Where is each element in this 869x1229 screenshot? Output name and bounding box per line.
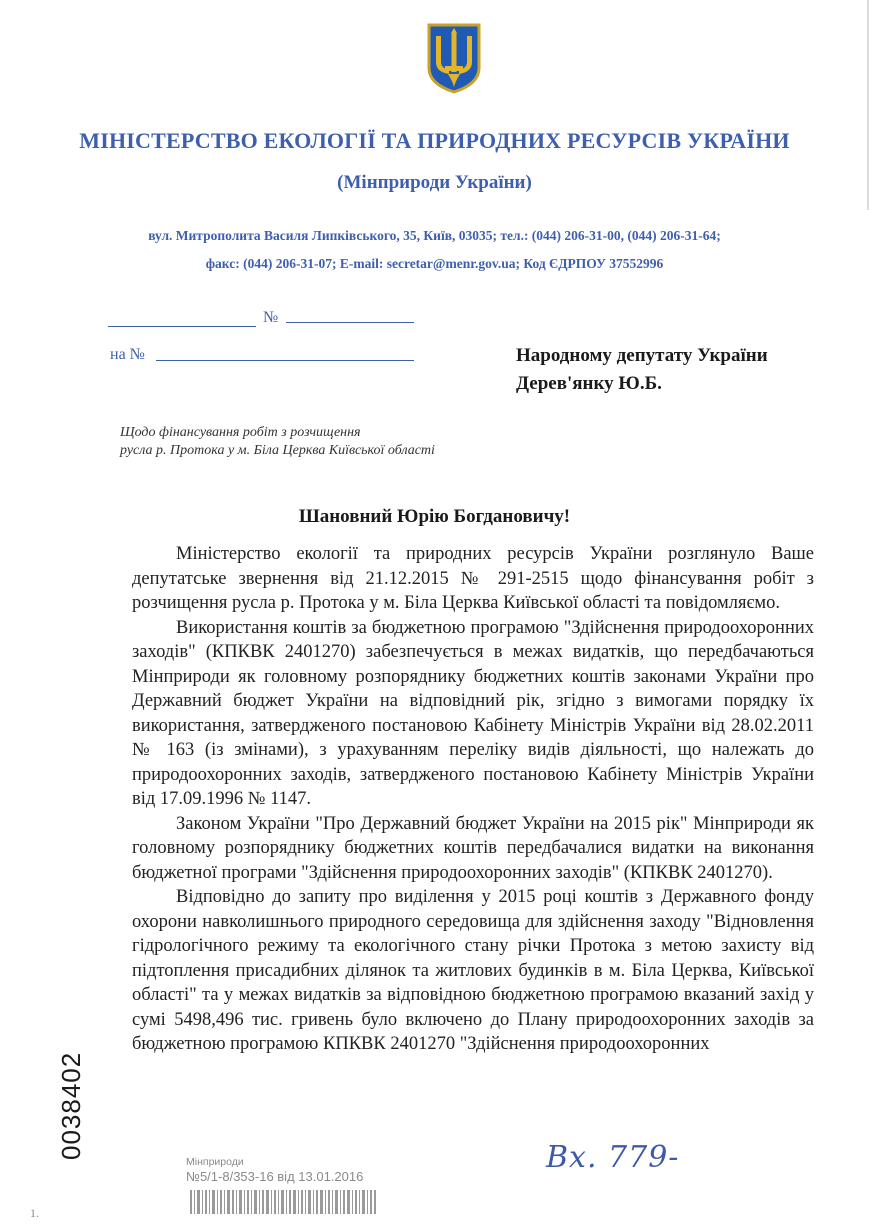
corner-mark: 1. [30,1206,39,1220]
handwritten-incoming-number: Вх. 779- [546,1140,680,1175]
outgoing-number-label: № [263,309,279,326]
ministry-name: МІНІСТЕРСТВО ЕКОЛОГІЇ ТА ПРИРОДНИХ РЕСУРСІВ УКРАЇНИ [79,128,790,153]
barcode-icon [190,1190,376,1214]
body-paragraph-3: Законом України "Про Державний бюджет України на 2015 рік" Мінприроди як головному розпоряднику бюджетних коштів передбачалися видатки на виконання бюджетної програми "Здійснення природоохоронних заходів" (КПКВК 2401270). [132,813,814,883]
reply-to-label: на № [110,346,145,363]
registration-stamp [186,1156,363,1184]
body-paragraph-4: Відповідно до запиту про виділення у 2015 році коштів з Державного фонду охорони навколишнього природного середовища для здійснення заходу "Відновлення гідрологічного режиму та екологічного стану річки Протока з метою захисту від підтоплення присадибних ділянок та житлових будинків в м. Біла Церква, Київської області" та у межах видатків за відповідною бюджетною програмою вказаний захід у сумі 5498,496 тис. гривень було включено до Плану природоохоронних заходів за бюджетною програмою КПКВК 2401270 "Здійснення природоохоронних [132,887,814,1054]
letter-body [132,542,814,1057]
outgoing-number-line [286,322,414,323]
body-paragraph-2: Використання коштів за бюджетною програмою "Здійснення природоохоронних заходів" (КПКВК 2401270) забезпечується в межах видатків, що передбачаються Мінприроди як головному розпоряднику бюджетних коштів законами України про Державний бюджет України на відповідний рік, згідно з вимогами порядку їх використання, затвердженого постановою Кабінету Міністрів України від 28.02.2011 № 163 (із змінами), з урахуванням переліку видів діяльності, що належать до природоохоронних заходів, затвердженого постановою Кабінету Міністрів України від 17.09.1996 № 1147. [132,617,814,809]
addressee-block [516,342,768,398]
address-line-2: факс: (044) 206-31-07; E-mail: secretar@menr.gov.ua; Код ЄДРПОУ 37552996 [205,256,664,271]
reply-to-line [156,360,414,361]
outgoing-date-line [108,326,256,327]
registry-side-number: 0038402 [56,1051,86,1160]
subject-block [120,424,435,460]
addressee-name: Дерев'янку Ю.Б. [516,373,662,394]
registration-org: Мінприроди [186,1156,244,1168]
body-paragraph-1: Міністерство екології та природних ресурсів України розглянуло Ваше депутатське звернення від 21.12.2015 № 291-2515 щодо фінансування робіт з розчищення русла р. Протока у м. Біла Церква Київської області та повідомляємо. [132,544,814,613]
ministry-short-name: (Мінприроди України) [337,172,532,193]
addressee-title: Народному депутату України [516,345,768,366]
coat-of-arms-icon [426,22,482,94]
subject-line-2: русла р. Протока у м. Біла Церква Київської області [120,443,435,458]
letterhead-address [0,222,869,278]
registration-number: №5/1-8/353-16 від 13.01.2016 [186,1169,364,1184]
address-line-1: вул. Митрополита Василя Липківського, 35, Київ, 03035; тел.: (044) 206-31-00, (044) 206-31-64; [148,228,721,243]
salutation: Шановний Юрію Богдановичу! [298,506,571,527]
subject-line-1: Щодо фінансування робіт з розчищення [120,425,361,440]
